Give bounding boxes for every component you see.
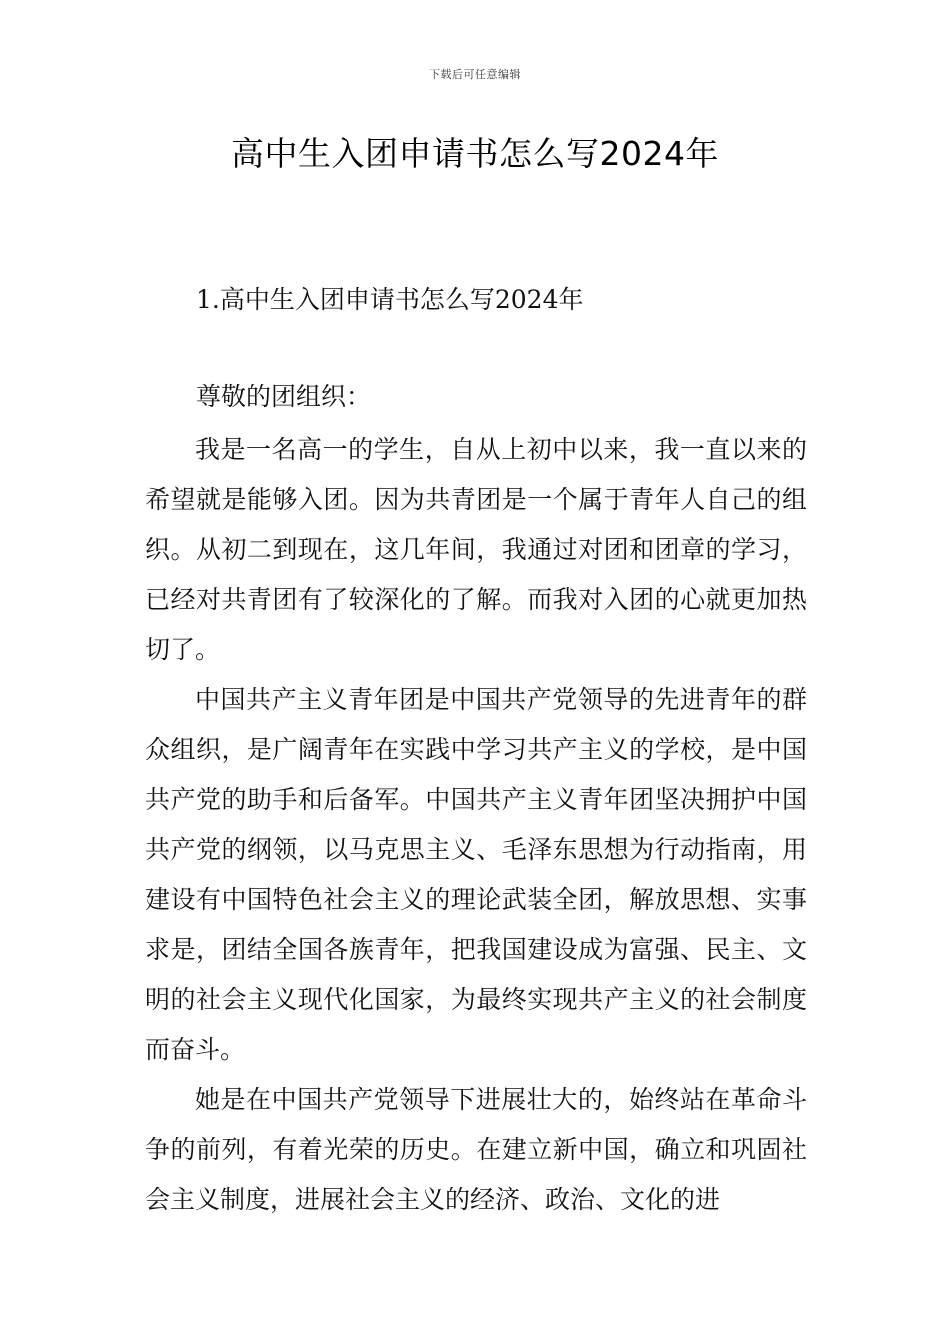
header-note: 下载后可任意编辑 [429,68,521,81]
paragraph-2: 中国共产主义青年团是中国共产党领导的先进青年的群众组织，是广阔青年在实践中学习共产主义的学校，是中国共产党的助手和后备军。中国共产主义青年团坚决拥护中国共产党的纲领，以马克思主义、毛泽东思想为行动指南，用建设有中国特色社会主义的理论武装全团，解放思想、实事求是，团结全国各族青年，把我国建设成为富强、民主、文明的社会主义现代化国家，为最终实现共产主义的社会制度而奋斗。 [145,685,807,1064]
body-paragraphs [145,425,807,1225]
section-heading: 1.高中生入团申请书怎么写2024年 [196,285,584,314]
paragraph-1: 我是一名高一的学生，自从上初中以来，我一直以来的希望就是能够入团。因为共青团是一个属于青年人自己的组织。从初二到现在，这几年间，我通过对团和团章的学习，已经对共青团有了较深化的了解。而我对入团的心就更加热切了。 [145,435,807,664]
salutation: 尊敬的团组织： [196,382,372,411]
document-title: 高中生入团申请书怎么写2024年 [231,134,719,173]
paragraph-3: 她是在中国共产党领导下进展壮大的，始终站在革命斗争的前列，有着光荣的历史。在建立新中国，确立和巩固社会主义制度，进展社会主义的经济、政治、文化的进 [145,1085,807,1214]
